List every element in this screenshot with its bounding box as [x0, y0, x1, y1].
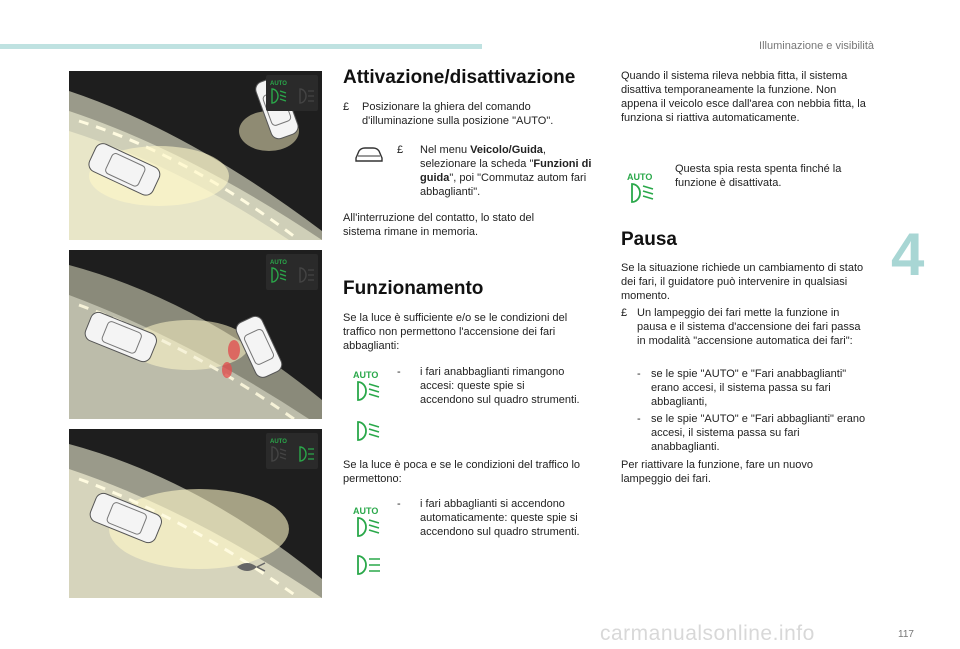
- bullet-square: £: [397, 144, 404, 156]
- auto-text: AUTO: [270, 260, 287, 266]
- auto-high-beam-indicator-icon: [352, 505, 386, 537]
- reactivate-note: Per riattivare la funzione, fare un nuovo lampeggio dei fari.: [621, 459, 814, 485]
- operation-paragraph-2: Se la luce è poca e se le condizioni del traffico lo permettono:: [343, 459, 581, 485]
- illustration-night-road-1: [69, 71, 322, 240]
- section-title: Illuminazione e visibilità: [759, 40, 874, 52]
- dashboard-panel: [266, 75, 318, 111]
- lamp-off-note: Questa spia resta spenta finché la funzione è disattivata.: [675, 163, 842, 189]
- heading-activation: Attivazione/disattivazione: [343, 67, 576, 88]
- illustration-night-road-3: [69, 429, 322, 598]
- high-beam-indicator-icon: [352, 554, 386, 576]
- pause-paragraph: Se la situazione richiede un cambiamento di stato dei fari, il guidatore può intervenire in qualsiasi momento.: [621, 262, 864, 302]
- auto-low-beam-indicator-icon: [352, 369, 386, 401]
- heading-operation: Funzionamento: [343, 278, 484, 299]
- low-beam-indicator-icon: [352, 420, 386, 442]
- auto-text: AUTO: [353, 370, 379, 380]
- auto-text: AUTO: [270, 81, 287, 87]
- dash-mark: -: [637, 368, 641, 380]
- header-bar: [0, 44, 482, 49]
- menu-end: ", poi "Commutaz autom fari abbaglianti".: [420, 172, 587, 198]
- menu-prefix: Nel menu: [420, 144, 471, 156]
- menu-drive: Guida: [511, 144, 543, 156]
- watermark: carmanualsonline.info: [600, 622, 815, 645]
- menu-sep: /: [508, 144, 512, 156]
- dash-mark: -: [397, 366, 401, 378]
- menu-driving-functions: Funzioni di guida: [420, 158, 592, 184]
- bullet-square: £: [343, 101, 350, 113]
- pause-sub-item-1: se le spie "AUTO" e "Fari anabbaglianti" erano accesi, il sistema passa su fari abbaglianti,: [651, 368, 847, 408]
- dashboard-panel: [266, 254, 318, 290]
- menu-instruction: [420, 143, 596, 199]
- illustration-night-road-2: [69, 250, 322, 419]
- operation-paragraph-1: Se la luce è sufficiente e/o se le condizioni del traffico non permettono l'accensione dei fari abbaglianti:: [343, 312, 568, 352]
- operation-high-beam-text: i fari abbaglianti si accendono automaticamente: queste spie si accendono sul quadro strumenti.: [420, 498, 580, 538]
- auto-text: AUTO: [353, 506, 379, 516]
- dash-mark: -: [397, 498, 401, 510]
- heading-pause: Pausa: [621, 229, 677, 250]
- bullet-square: £: [621, 307, 628, 319]
- dash-mark: -: [637, 413, 641, 425]
- step-position-ring: Posizionare la ghiera del comando d'illuminazione sulla posizione "AUTO".: [362, 101, 554, 127]
- page-number: 117: [898, 629, 914, 640]
- auto-low-beam-lit-icon: [266, 254, 318, 290]
- chapter-number: 4: [891, 221, 925, 288]
- operation-low-beam-text: i fari anabbaglianti rimangono accesi: queste spie si accendono sul quadro strumenti.: [420, 366, 580, 406]
- menu-mid: , selezionare la scheda ": [420, 144, 546, 170]
- menu-vehicle: Veicolo: [470, 144, 509, 156]
- car-menu-icon: [353, 145, 385, 165]
- auto-text: AUTO: [270, 439, 287, 445]
- auto-high-beam-lit-icon: [266, 433, 318, 469]
- ignition-note: All'interruzione del contatto, lo stato del sistema rimane in memoria.: [343, 212, 535, 238]
- dashboard-panel: [266, 433, 318, 469]
- auto-text: AUTO: [627, 172, 653, 182]
- fog-paragraph: Quando il sistema rileva nebbia fitta, il sistema disattiva temporaneamente la funzione. Non appena il veicolo esce dall'area con nebbia fitta, la funziona si riattiva automaticamente.: [621, 70, 866, 124]
- pause-item: Un lampeggio dei fari mette la funzione in pausa e il sistema d'accensione dei fari passa in modalità "accensione automatica dei fari":: [637, 307, 861, 347]
- auto-low-beam-lit-icon: [266, 75, 318, 111]
- auto-indicator-icon: [626, 171, 660, 203]
- pause-sub-item-2: se le spie "AUTO" e "Fari abbaglianti" erano accesi, il sistema passa su fari anabbaglianti.: [651, 413, 866, 453]
